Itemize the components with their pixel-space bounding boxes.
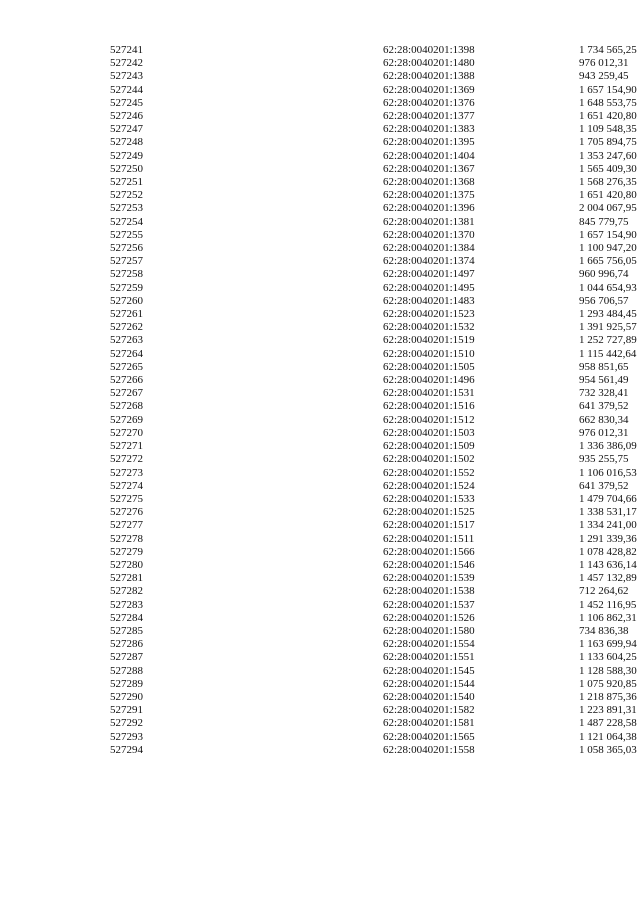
cadastral-number-cell: 62:28:0040201:1384 <box>383 242 475 255</box>
row-number-cell: 527274 <box>110 479 143 492</box>
row-number-cell: 527275 <box>110 492 143 505</box>
cadastral-number-cell: 62:28:0040201:1496 <box>383 374 475 387</box>
row-number-cell: 527262 <box>110 321 143 334</box>
table-row <box>0 361 640 374</box>
row-number-cell: 527253 <box>110 202 143 215</box>
table-row <box>0 744 640 757</box>
cadastral-number-cell: 62:28:0040201:1558 <box>383 743 475 756</box>
cadastral-number-cell: 62:28:0040201:1517 <box>383 519 475 532</box>
row-number-cell: 527283 <box>110 598 143 611</box>
cadastral-number-cell: 62:28:0040201:1511 <box>383 532 475 545</box>
cadastral-number-cell: 62:28:0040201:1495 <box>383 281 475 294</box>
table-row <box>0 572 640 585</box>
cadastral-value-cell: 641 379,52 <box>579 479 629 492</box>
cadastral-number-cell: 62:28:0040201:1376 <box>383 96 475 109</box>
cadastral-value-cell: 641 379,52 <box>579 400 629 413</box>
table-row <box>0 44 640 57</box>
cadastral-number-cell: 62:28:0040201:1509 <box>383 440 475 453</box>
table-row <box>0 625 640 638</box>
table-row <box>0 691 640 704</box>
row-number-cell: 527268 <box>110 400 143 413</box>
cadastral-number-cell: 62:28:0040201:1383 <box>383 123 475 136</box>
cadastral-number-cell: 62:28:0040201:1370 <box>383 228 475 241</box>
cadastral-value-cell: 1 734 565,25 <box>579 44 637 56</box>
row-number-cell: 527269 <box>110 413 143 426</box>
cadastral-number-cell: 62:28:0040201:1374 <box>383 255 475 268</box>
cadastral-value-cell: 1 078 428,82 <box>579 545 637 558</box>
row-number-cell: 527251 <box>110 176 143 189</box>
cadastral-value-cell: 956 706,57 <box>579 294 629 307</box>
cadastral-value-cell: 976 012,31 <box>579 57 629 70</box>
cadastral-value-cell: 1 452 116,95 <box>579 598 637 611</box>
cadastral-number-cell: 62:28:0040201:1539 <box>383 572 475 585</box>
cadastral-number-cell: 62:28:0040201:1526 <box>383 611 475 624</box>
cadastral-number-cell: 62:28:0040201:1552 <box>383 466 475 479</box>
cadastral-value-cell: 1 665 756,05 <box>579 255 637 268</box>
cadastral-value-cell: 1 568 276,35 <box>579 176 637 189</box>
row-number-cell: 527244 <box>110 83 143 96</box>
row-number-cell: 527282 <box>110 585 143 598</box>
cadastral-value-cell: 1 223 891,31 <box>579 704 637 717</box>
row-number-cell: 527280 <box>110 558 143 571</box>
cadastral-number-cell: 62:28:0040201:1395 <box>383 136 475 149</box>
cadastral-number-cell: 62:28:0040201:1375 <box>383 189 475 202</box>
cadastral-number-cell: 62:28:0040201:1396 <box>383 202 475 215</box>
cadastral-number-cell: 62:28:0040201:1388 <box>383 70 475 83</box>
table-row <box>0 453 640 466</box>
row-number-cell: 527241 <box>110 44 143 56</box>
cadastral-number-cell: 62:28:0040201:1531 <box>383 387 475 400</box>
cadastral-value-cell: 1 338 531,17 <box>579 506 637 519</box>
row-number-cell: 527266 <box>110 374 143 387</box>
cadastral-number-cell: 62:28:0040201:1480 <box>383 57 475 70</box>
table-row <box>0 97 640 110</box>
row-number-cell: 527271 <box>110 440 143 453</box>
cadastral-value-cell: 1 479 704,66 <box>579 492 637 505</box>
cadastral-number-cell: 62:28:0040201:1510 <box>383 347 475 360</box>
cadastral-number-cell: 62:28:0040201:1532 <box>383 321 475 334</box>
table-row <box>0 57 640 70</box>
cadastral-number-cell: 62:28:0040201:1502 <box>383 453 475 466</box>
cadastral-number-cell: 62:28:0040201:1565 <box>383 730 475 743</box>
cadastral-number-cell: 62:28:0040201:1404 <box>383 149 475 162</box>
cadastral-number-cell: 62:28:0040201:1505 <box>383 360 475 373</box>
cadastral-value-cell: 662 830,34 <box>579 413 629 426</box>
cadastral-number-cell: 62:28:0040201:1545 <box>383 664 475 677</box>
cadastral-value-cell: 1 133 604,25 <box>579 651 637 664</box>
table-row <box>0 282 640 295</box>
row-number-cell: 527285 <box>110 624 143 637</box>
table-row <box>0 84 640 97</box>
row-number-cell: 527263 <box>110 334 143 347</box>
cadastral-number-cell: 62:28:0040201:1537 <box>383 598 475 611</box>
row-number-cell: 527255 <box>110 228 143 241</box>
cadastral-number-cell: 62:28:0040201:1381 <box>383 215 475 228</box>
row-number-cell: 527265 <box>110 360 143 373</box>
row-number-cell: 527250 <box>110 162 143 175</box>
cadastral-value-cell: 1 648 553,75 <box>579 96 637 109</box>
table-row <box>0 321 640 334</box>
cadastral-number-cell: 62:28:0040201:1377 <box>383 110 475 123</box>
table-row <box>0 546 640 559</box>
cadastral-number-cell: 62:28:0040201:1554 <box>383 638 475 651</box>
table-row <box>0 638 640 651</box>
cadastral-number-cell: 62:28:0040201:1512 <box>383 413 475 426</box>
row-number-cell: 527273 <box>110 466 143 479</box>
cadastral-value-cell: 1 115 442,64 <box>579 347 637 360</box>
cadastral-value-cell: 1 058 365,03 <box>579 743 637 756</box>
cadastral-number-cell: 62:28:0040201:1523 <box>383 308 475 321</box>
table-row <box>0 585 640 598</box>
cadastral-value-cell: 976 012,31 <box>579 426 629 439</box>
table-row <box>0 189 640 202</box>
cadastral-number-cell: 62:28:0040201:1524 <box>383 479 475 492</box>
table-row <box>0 612 640 625</box>
cadastral-value-cell: 1 565 409,30 <box>579 162 637 175</box>
cadastral-value-cell: 954 561,49 <box>579 374 629 387</box>
table-row <box>0 202 640 215</box>
row-number-cell: 527281 <box>110 572 143 585</box>
cadastral-number-cell: 62:28:0040201:1503 <box>383 426 475 439</box>
cadastral-value-cell: 1 106 016,53 <box>579 466 637 479</box>
cadastral-value-cell: 1 353 247,60 <box>579 149 637 162</box>
row-number-cell: 527249 <box>110 149 143 162</box>
table-row <box>0 665 640 678</box>
table-row <box>0 519 640 532</box>
cadastral-value-cell: 943 259,45 <box>579 70 629 83</box>
row-number-cell: 527288 <box>110 664 143 677</box>
cadastral-number-cell: 62:28:0040201:1546 <box>383 558 475 571</box>
row-number-cell: 527291 <box>110 704 143 717</box>
cadastral-number-cell: 62:28:0040201:1519 <box>383 334 475 347</box>
table-row <box>0 427 640 440</box>
table-row <box>0 533 640 546</box>
table-row <box>0 348 640 361</box>
cadastral-value-table <box>0 44 640 757</box>
table-row <box>0 150 640 163</box>
row-number-cell: 527293 <box>110 730 143 743</box>
table-row <box>0 440 640 453</box>
row-number-cell: 527252 <box>110 189 143 202</box>
table-row <box>0 480 640 493</box>
table-row <box>0 493 640 506</box>
cadastral-value-cell: 1 075 920,85 <box>579 677 637 690</box>
table-row <box>0 559 640 572</box>
table-row <box>0 678 640 691</box>
cadastral-value-cell: 1 109 548,35 <box>579 123 637 136</box>
table-row <box>0 216 640 229</box>
row-number-cell: 527247 <box>110 123 143 136</box>
cadastral-value-cell: 1 106 862,31 <box>579 611 637 624</box>
table-row <box>0 374 640 387</box>
cadastral-value-cell: 1 657 154,90 <box>579 83 637 96</box>
cadastral-number-cell: 62:28:0040201:1369 <box>383 83 475 96</box>
cadastral-value-cell: 1 291 339,36 <box>579 532 637 545</box>
cadastral-value-cell: 1 143 636,14 <box>579 558 637 571</box>
cadastral-number-cell: 62:28:0040201:1497 <box>383 268 475 281</box>
cadastral-value-cell: 2 004 067,95 <box>579 202 637 215</box>
cadastral-value-cell: 1 657 154,90 <box>579 228 637 241</box>
cadastral-number-cell: 62:28:0040201:1581 <box>383 717 475 730</box>
row-number-cell: 527259 <box>110 281 143 294</box>
cadastral-value-cell: 732 328,41 <box>579 387 629 400</box>
row-number-cell: 527289 <box>110 677 143 690</box>
table-row <box>0 704 640 717</box>
table-row <box>0 387 640 400</box>
row-number-cell: 527292 <box>110 717 143 730</box>
cadastral-value-cell: 960 996,74 <box>579 268 629 281</box>
cadastral-value-cell: 1 651 420,80 <box>579 189 637 202</box>
row-number-cell: 527294 <box>110 743 143 756</box>
cadastral-value-cell: 1 218 875,36 <box>579 690 637 703</box>
cadastral-value-cell: 1 391 925,57 <box>579 321 637 334</box>
cadastral-number-cell: 62:28:0040201:1483 <box>383 294 475 307</box>
cadastral-number-cell: 62:28:0040201:1398 <box>383 44 475 56</box>
cadastral-number-cell: 62:28:0040201:1367 <box>383 162 475 175</box>
cadastral-value-cell: 1 457 132,89 <box>579 572 637 585</box>
row-number-cell: 527270 <box>110 426 143 439</box>
cadastral-number-cell: 62:28:0040201:1516 <box>383 400 475 413</box>
cadastral-value-cell: 1 252 727,89 <box>579 334 637 347</box>
table-row <box>0 599 640 612</box>
cadastral-number-cell: 62:28:0040201:1544 <box>383 677 475 690</box>
table-row <box>0 70 640 83</box>
row-number-cell: 527264 <box>110 347 143 360</box>
row-number-cell: 527243 <box>110 70 143 83</box>
table-row <box>0 176 640 189</box>
table-row <box>0 334 640 347</box>
cadastral-value-cell: 734 836,38 <box>579 624 629 637</box>
table-row <box>0 467 640 480</box>
row-number-cell: 527272 <box>110 453 143 466</box>
row-number-cell: 527254 <box>110 215 143 228</box>
cadastral-number-cell: 62:28:0040201:1540 <box>383 690 475 703</box>
table-row <box>0 651 640 664</box>
row-number-cell: 527242 <box>110 57 143 70</box>
row-number-cell: 527257 <box>110 255 143 268</box>
table-row <box>0 400 640 413</box>
row-number-cell: 527261 <box>110 308 143 321</box>
table-row <box>0 229 640 242</box>
cadastral-value-cell: 958 851,65 <box>579 360 629 373</box>
cadastral-number-cell: 62:28:0040201:1538 <box>383 585 475 598</box>
table-row <box>0 123 640 136</box>
row-number-cell: 527277 <box>110 519 143 532</box>
row-number-cell: 527258 <box>110 268 143 281</box>
table-row <box>0 295 640 308</box>
table-row <box>0 414 640 427</box>
cadastral-value-cell: 1 044 654,93 <box>579 281 637 294</box>
row-number-cell: 527287 <box>110 651 143 664</box>
cadastral-value-cell: 1 336 386,09 <box>579 440 637 453</box>
table-row <box>0 506 640 519</box>
table-row <box>0 110 640 123</box>
row-number-cell: 527245 <box>110 96 143 109</box>
row-number-cell: 527276 <box>110 506 143 519</box>
cadastral-value-cell: 1 651 420,80 <box>579 110 637 123</box>
table-body <box>0 44 640 757</box>
table-row <box>0 136 640 149</box>
cadastral-value-cell: 1 293 484,45 <box>579 308 637 321</box>
row-number-cell: 527260 <box>110 294 143 307</box>
cadastral-number-cell: 62:28:0040201:1582 <box>383 704 475 717</box>
row-number-cell: 527279 <box>110 545 143 558</box>
row-number-cell: 527246 <box>110 110 143 123</box>
cadastral-value-cell: 1 100 947,20 <box>579 242 637 255</box>
table-row <box>0 242 640 255</box>
table-row <box>0 255 640 268</box>
row-number-cell: 527286 <box>110 638 143 651</box>
row-number-cell: 527278 <box>110 532 143 545</box>
row-number-cell: 527290 <box>110 690 143 703</box>
table-row <box>0 308 640 321</box>
table-row <box>0 717 640 730</box>
cadastral-number-cell: 62:28:0040201:1368 <box>383 176 475 189</box>
row-number-cell: 527248 <box>110 136 143 149</box>
row-number-cell: 527284 <box>110 611 143 624</box>
cadastral-value-cell: 1 705 894,75 <box>579 136 637 149</box>
row-number-cell: 527256 <box>110 242 143 255</box>
cadastral-number-cell: 62:28:0040201:1566 <box>383 545 475 558</box>
cadastral-number-cell: 62:28:0040201:1533 <box>383 492 475 505</box>
cadastral-value-cell: 1 121 064,38 <box>579 730 637 743</box>
cadastral-number-cell: 62:28:0040201:1580 <box>383 624 475 637</box>
cadastral-value-cell: 845 779,75 <box>579 215 629 228</box>
cadastral-value-cell: 1 334 241,00 <box>579 519 637 532</box>
cadastral-number-cell: 62:28:0040201:1551 <box>383 651 475 664</box>
table-row <box>0 163 640 176</box>
table-row <box>0 268 640 281</box>
cadastral-value-cell: 1 128 588,30 <box>579 664 637 677</box>
cadastral-value-cell: 712 264,62 <box>579 585 629 598</box>
table-row <box>0 731 640 744</box>
cadastral-number-cell: 62:28:0040201:1525 <box>383 506 475 519</box>
cadastral-value-cell: 1 487 228,58 <box>579 717 637 730</box>
cadastral-value-cell: 935 255,75 <box>579 453 629 466</box>
row-number-cell: 527267 <box>110 387 143 400</box>
cadastral-value-cell: 1 163 699,94 <box>579 638 637 651</box>
